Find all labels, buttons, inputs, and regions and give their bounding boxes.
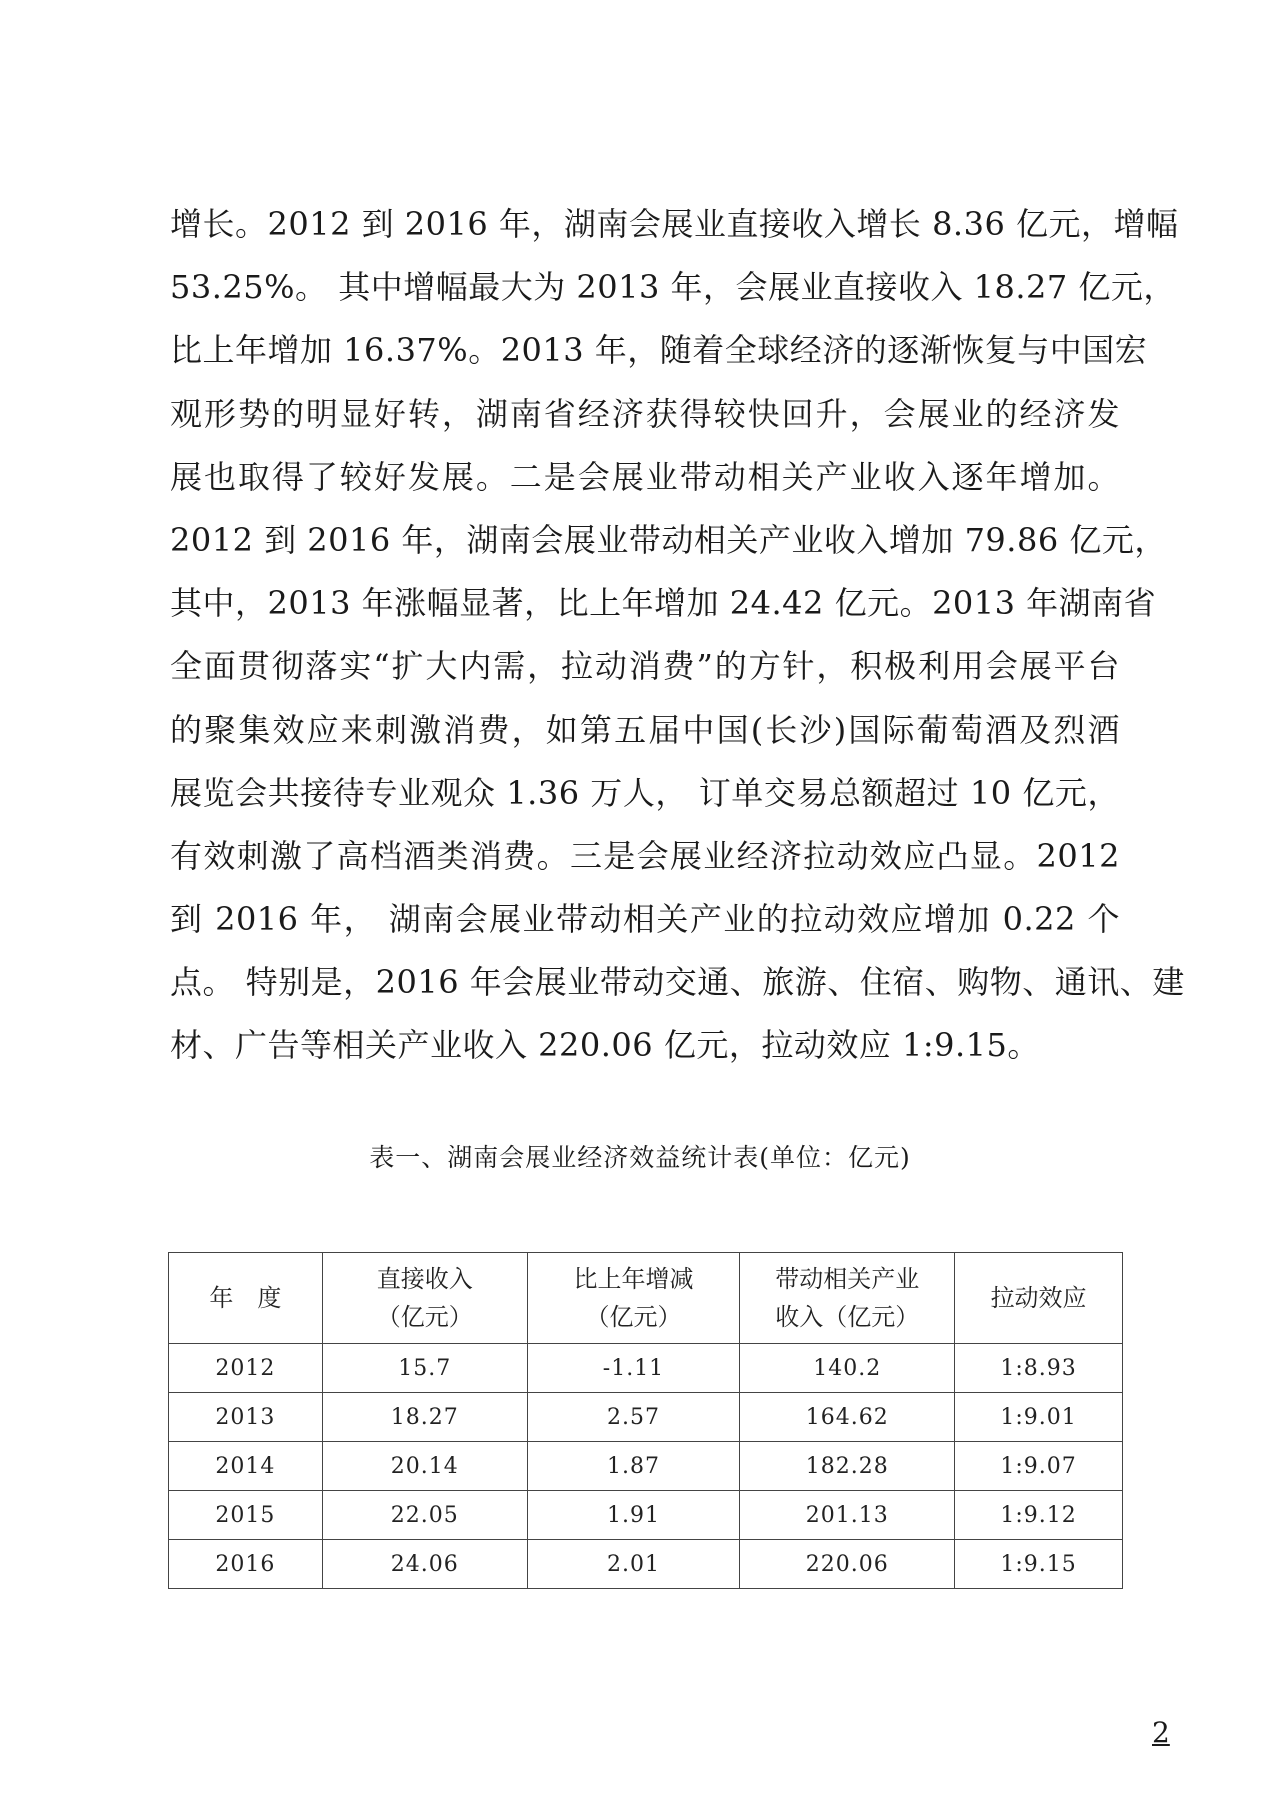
cell-yoy-change: 1.87: [527, 1442, 740, 1491]
cell-yoy-change: 2.57: [527, 1393, 740, 1442]
cell-year: 2014: [169, 1442, 323, 1491]
cell-pull-effect: 1:9.15: [955, 1540, 1123, 1589]
table-header-row: [169, 1253, 1123, 1344]
body-paragraph: [170, 193, 1185, 1078]
paragraph-line: 增长。2012 到 2016 年，湖南会展业直接收入增长 8.36 亿元，增幅: [170, 205, 1179, 243]
paragraph-line: 观形势的明显好转，湖南省经济获得较快回升，会展业的经济发: [170, 394, 1120, 433]
header-line: 直接收入: [376, 1265, 473, 1293]
cell-related-income: 164.62: [740, 1393, 955, 1442]
paragraph-line: 展也取得了较好发展。二是会展业带动相关产业收入逐年增加。: [170, 457, 1120, 496]
cell-related-income: 140.2: [740, 1344, 955, 1393]
cell-yoy-change: 2.01: [527, 1540, 740, 1589]
header-line: 拉动效应: [990, 1284, 1087, 1312]
paragraph-line: 有效刺激了高档酒类消费。三是会展业经济拉动效应凸显。2012: [170, 836, 1120, 875]
paragraph-line: 的聚集效应来刺激消费，如第五届中国(长沙)国际葡萄酒及烈酒: [170, 710, 1120, 749]
cell-direct-income: 18.27: [322, 1393, 527, 1442]
table-row: [169, 1442, 1123, 1491]
cell-year: 2012: [169, 1344, 323, 1393]
header-line: 比上年增减: [573, 1265, 694, 1293]
table-caption: 表一、湖南会展业经济效益统计表(单位：亿元): [369, 1143, 911, 1172]
header-line: （亿元）: [376, 1303, 473, 1331]
cell-year: 2013: [169, 1393, 323, 1442]
cell-related-income: 201.13: [740, 1491, 955, 1540]
paragraph-line: 点。 特别是，2016 年会展业带动交通、旅游、住宿、购物、通讯、建: [170, 963, 1185, 1002]
table-row: [169, 1491, 1123, 1540]
cell-direct-income: 15.7: [322, 1344, 527, 1393]
header-yoy-change: [527, 1253, 740, 1344]
paragraph-line: 其中，2013 年涨幅显著，比上年增加 24.42 亿元。2013 年湖南省: [170, 584, 1157, 623]
cell-direct-income: 22.05: [322, 1491, 527, 1540]
cell-yoy-change: -1.11: [527, 1344, 740, 1393]
header-related-income: [740, 1253, 955, 1344]
paragraph-line: 展览会共接待专业观众 1.36 万人， 订单交易总额超过 10 亿元，: [170, 773, 1120, 812]
header-line: 收入（亿元）: [775, 1303, 920, 1331]
paragraph-line: 2012 到 2016 年，湖南会展业带动相关产业收入增加 79.86 亿元，: [170, 520, 1167, 559]
paragraph-line: 到 2016 年， 湖南会展业带动相关产业的拉动效应增加 0.22 个: [170, 900, 1120, 939]
cell-year: 2015: [169, 1491, 323, 1540]
header-direct-income: [322, 1253, 527, 1344]
paragraph-line: 53.25%。 其中增幅最大为 2013 年，会展业直接收入 18.27 亿元，: [170, 268, 1176, 307]
cell-yoy-change: 1.91: [527, 1491, 740, 1540]
header-pull-effect: [955, 1253, 1123, 1344]
table-row: [169, 1540, 1123, 1589]
header-line: 带动相关产业: [775, 1265, 920, 1293]
cell-pull-effect: 1:8.93: [955, 1344, 1123, 1393]
paragraph-line: 比上年增加 16.37%。2013 年，随着全球经济的逐渐恢复与中国宏: [170, 331, 1148, 370]
table-row: [169, 1344, 1123, 1393]
header-year: [169, 1253, 323, 1344]
header-line: 年 度: [209, 1284, 282, 1312]
cell-pull-effect: 1:9.07: [955, 1442, 1123, 1491]
cell-pull-effect: 1:9.01: [955, 1393, 1123, 1442]
cell-related-income: 220.06: [740, 1540, 955, 1589]
cell-year: 2016: [169, 1540, 323, 1589]
header-line: （亿元）: [585, 1303, 682, 1331]
cell-related-income: 182.28: [740, 1442, 955, 1491]
table-row: [169, 1393, 1123, 1442]
economic-benefit-table: [168, 1252, 1123, 1589]
cell-direct-income: 24.06: [322, 1540, 527, 1589]
cell-direct-income: 20.14: [322, 1442, 527, 1491]
paragraph-line: 材、广告等相关产业收入 220.06 亿元，拉动效应 1:9.15。: [170, 1026, 1040, 1065]
page-number: 2: [1152, 1716, 1170, 1749]
paragraph-line: 全面贯彻落实“扩大内需，拉动消费”的方针，积极利用会展平台: [170, 647, 1120, 686]
cell-pull-effect: 1:9.12: [955, 1491, 1123, 1540]
